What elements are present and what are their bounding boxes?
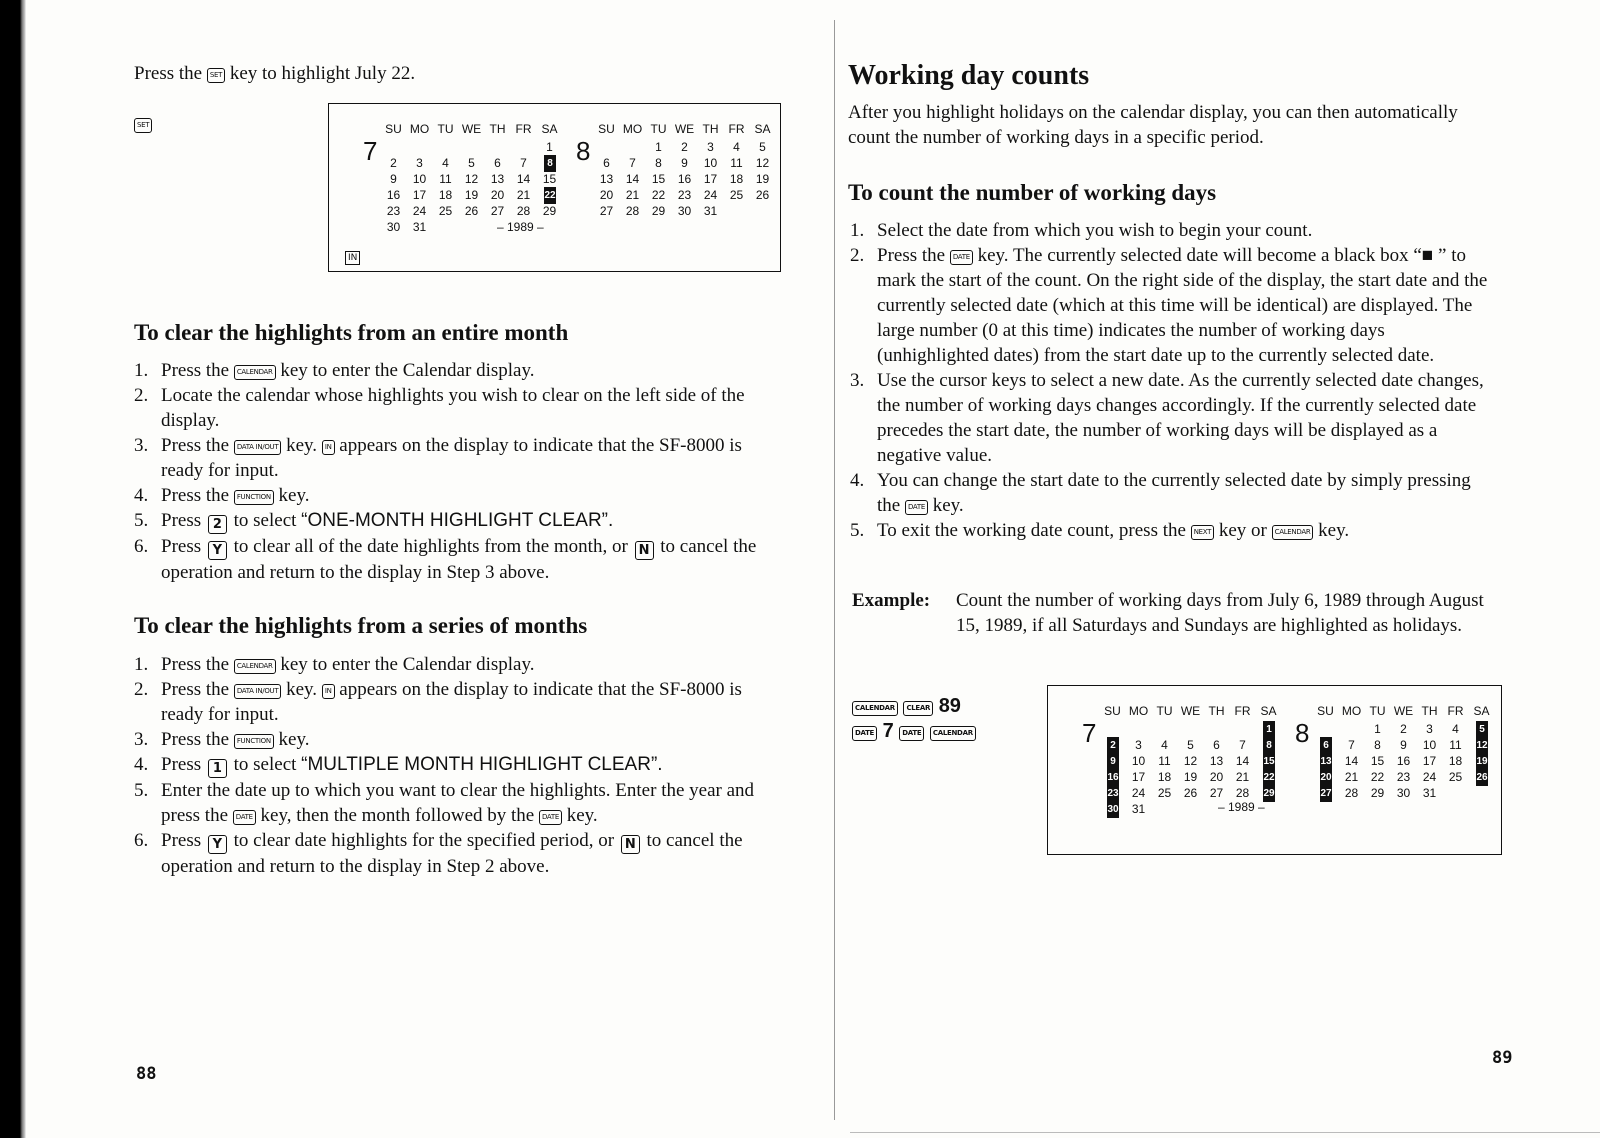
step-item [134, 358, 784, 383]
calendar-date: 30 [386, 220, 401, 234]
weekday-header: WE [1393, 704, 1414, 718]
weekday-header: SA [1473, 704, 1490, 718]
highlighted-date: 29 [1263, 785, 1275, 802]
step-item [850, 218, 1498, 243]
calendar-date: 30 [1396, 786, 1411, 800]
calendar-date: 6 [1213, 738, 1220, 752]
calendar-date: 17 [703, 172, 718, 186]
calendar-date: 4 [1161, 738, 1168, 752]
calendar-date: 1 [1374, 722, 1381, 736]
page-gutter [834, 20, 835, 1120]
calendar-date: 28 [1235, 786, 1250, 800]
step-text: Press the [161, 435, 234, 456]
highlighted-date: 9 [1107, 753, 1119, 770]
weekday-header: MO [1341, 704, 1362, 718]
calendar-date: 31 [412, 220, 427, 234]
step-item [134, 652, 784, 677]
section-title-count: To count the number of working days [848, 180, 1217, 205]
calendar-date: 24 [703, 188, 718, 202]
calendar-date: 3 [416, 156, 423, 170]
calendar-date: 14 [516, 172, 531, 186]
step-item [134, 483, 784, 508]
data-in-out-key-icon: DATA IN/OUT [234, 440, 282, 455]
month-number: 7 [1082, 718, 1097, 748]
calendar-date: 5 [759, 140, 766, 154]
weekday-header: SU [385, 122, 402, 136]
step-item [134, 534, 784, 585]
step-number: 5. [134, 780, 149, 801]
year-label: – 1989 – [497, 220, 544, 234]
calendar-date: 21 [1344, 770, 1359, 784]
highlighted-date: 1 [1263, 721, 1275, 738]
calendar-date: 13 [599, 172, 614, 186]
calendar-date: 22 [651, 188, 666, 202]
calendar-date: 24 [412, 204, 427, 218]
weekday-header: WE [674, 122, 695, 136]
highlighted-date: 26 [1476, 769, 1488, 786]
step-item [134, 677, 784, 727]
next-key-icon: NEXT [1191, 525, 1214, 540]
calendar-date: 27 [1209, 786, 1224, 800]
example-label: Example: [852, 590, 931, 611]
menu-option-text: “ONE-MONTH HIGHLIGHT CLEAR”. [301, 510, 614, 531]
month-number: 8 [1295, 718, 1310, 748]
calendar-date: 28 [625, 204, 640, 218]
calendar-date: 16 [386, 188, 401, 202]
calendar-date: 14 [1235, 754, 1250, 768]
date-key-icon: DATE [539, 810, 562, 825]
menu-option-text: “MULTIPLE MONTH HIGHLIGHT CLEAR”. [301, 754, 663, 775]
calendar-date: 10 [412, 172, 427, 186]
page-title: Working day counts [848, 60, 1090, 91]
step-number: 4. [850, 470, 865, 491]
left-intro: Press the SET key to highlight July 22. [134, 63, 416, 84]
page-number-right: 89 [1492, 1048, 1513, 1068]
date-key-icon: DATE [233, 810, 256, 825]
step-item [850, 368, 1498, 468]
step-item [850, 518, 1498, 543]
highlighted-date: 13 [1320, 753, 1332, 770]
calendar-date: 4 [733, 140, 740, 154]
step-text: appears on the display to indicate that the SF-8000 is ready for input. [161, 679, 742, 725]
calendar-date: 18 [438, 188, 453, 202]
calendar-date: 23 [1396, 770, 1411, 784]
set-key-icon: SET [134, 118, 152, 133]
highlighted-date: 30 [1107, 801, 1119, 818]
calendar-date: 12 [464, 172, 479, 186]
highlighted-date: 12 [1476, 737, 1488, 754]
weekday-header: WE [461, 122, 482, 136]
calendar-date: 17 [1131, 770, 1146, 784]
calendar-date: 7 [520, 156, 527, 170]
calendar-date: 20 [1209, 770, 1224, 784]
step-text: Locate the calendar whose highlights you wish to clear on the left side of the display. [161, 385, 745, 431]
y-key-icon: Y [208, 835, 227, 854]
calendar-date: 17 [412, 188, 427, 202]
calendar-date: 28 [516, 204, 531, 218]
steps-series-months [134, 652, 784, 879]
step-text: key or [1214, 520, 1272, 541]
calendar-date: 25 [729, 188, 744, 202]
calendar-key-icon: CALENDAR [1272, 525, 1314, 540]
highlighted-date: 8 [1263, 737, 1275, 754]
calendar-date: 18 [1157, 770, 1172, 784]
calendar-date: 2 [681, 140, 688, 154]
date-key-icon: DATE [950, 250, 973, 265]
step-number: 1. [134, 654, 149, 675]
step-text: key to enter the Calendar display. [275, 360, 535, 381]
calendar-key-icon: CALENDAR [234, 659, 276, 674]
step-number: 1. [134, 360, 149, 381]
weekday-header: MO [622, 122, 643, 136]
2-key-icon: 2 [208, 515, 227, 534]
step-text: key. [273, 485, 310, 506]
calendar-key-icon: CALENDAR [852, 701, 898, 716]
highlighted-date: 19 [1476, 753, 1488, 770]
step-item [850, 468, 1498, 518]
function-key-icon: FUNCTION [234, 490, 274, 505]
step-number: 3. [134, 729, 149, 750]
calendar-date: 29 [1370, 786, 1385, 800]
calendar-date: 7 [629, 156, 636, 170]
calendar-date: 15 [542, 172, 557, 186]
step-number: 6. [134, 830, 149, 851]
calendar-date: 31 [1422, 786, 1437, 800]
intro-paragraph: After you highlight holidays on the calendar display, you can then automatically count the number of working days in a specific period. [848, 102, 1458, 148]
weekday-header: TU [1369, 704, 1386, 718]
calendar-date: 30 [677, 204, 692, 218]
step-text: Press the [161, 654, 234, 675]
input-indicator: IN [345, 251, 360, 265]
calendar-date: 25 [1157, 786, 1172, 800]
step-text: key. [281, 679, 322, 700]
step-text: key. The currently selected date will become a black box “■ ” to mark the start of the count. On the right side of the display, the start date and the currently selected date (which at this time will be identical) are displayed. The large number (0 at this time) indicates the number of working days (unhighlighted dates) from the start date up to the currently selected date. [877, 245, 1488, 366]
step-text: Select the date from which you wish to begin your count. [877, 220, 1313, 241]
step-text: to select [228, 754, 302, 775]
step-text: Press [161, 510, 206, 531]
section-title-series-months: To clear the highlights from a series of months [134, 613, 588, 638]
step-item [134, 383, 784, 433]
clear-key-icon: CLEAR [903, 701, 933, 716]
calendar-date: 21 [625, 188, 640, 202]
steps-entire-month [134, 358, 784, 585]
n-key-icon: N [621, 835, 640, 854]
step-number: 4. [134, 485, 149, 506]
step-number: 3. [134, 435, 149, 456]
in-key-icon: IN [322, 440, 335, 455]
step-text: Press the [161, 485, 234, 506]
side-key-set [134, 116, 152, 134]
calendar-date: 21 [1235, 770, 1250, 784]
year-input: 89 [938, 695, 961, 717]
calendar-date: 20 [599, 188, 614, 202]
highlighted-date: 22 [544, 187, 556, 204]
example-text: Count the number of working days from July 6, 1989 through August 15, 1989, if all Saturdays and Sundays are highlighted as holidays. [956, 590, 1484, 636]
highlighted-date: 8 [544, 155, 556, 172]
highlighted-date: 2 [1107, 737, 1119, 754]
calendar-date: 13 [490, 172, 505, 186]
set-key-icon: SET [207, 68, 225, 83]
step-number: 2. [850, 245, 865, 266]
calendar-date: 7 [1239, 738, 1246, 752]
calendar-date: 26 [464, 204, 479, 218]
calendar-date: 31 [1131, 802, 1146, 816]
page-number-left: 88 [136, 1064, 157, 1084]
in-key-icon: IN [322, 684, 335, 699]
step-text: to clear date highlights for the specified period, or [228, 830, 619, 851]
weekday-header: MO [409, 122, 430, 136]
calendar-date: 10 [703, 156, 718, 170]
calendar-date: 11 [439, 172, 452, 186]
step-text: key, then the month followed by the [255, 805, 539, 826]
highlighted-date: 5 [1476, 721, 1488, 738]
calendar-date: 10 [1422, 738, 1437, 752]
year-label: – 1989 – [1218, 800, 1265, 814]
calendar-date: 6 [494, 156, 501, 170]
calendar-date: 7 [1348, 738, 1355, 752]
calendar-date: 3 [707, 140, 714, 154]
highlighted-date: 20 [1320, 769, 1332, 786]
month-input: 7 [882, 720, 894, 742]
y-key-icon: Y [208, 541, 227, 560]
section-title-entire-month: To clear the highlights from an entire month [134, 320, 569, 345]
calendar-date: 27 [599, 204, 614, 218]
weekday-header: WE [1180, 704, 1201, 718]
weekday-header: TH [702, 122, 719, 136]
weekday-header: TU [437, 122, 454, 136]
date-key-icon: DATE [905, 500, 928, 515]
highlighted-date: 16 [1107, 769, 1119, 786]
weekday-header: FR [728, 122, 745, 136]
step-item [850, 243, 1498, 368]
calendar-date: 23 [677, 188, 692, 202]
calendar-date: 26 [1183, 786, 1198, 800]
step-text: Press [161, 830, 206, 851]
step-text: key to enter the Calendar display. [275, 654, 535, 675]
calendar-date: 5 [468, 156, 475, 170]
calendar-date: 11 [1158, 754, 1171, 768]
calendar-date: 31 [703, 204, 718, 218]
weekday-header: FR [515, 122, 532, 136]
weekday-header: SU [598, 122, 615, 136]
step-text: key. [927, 495, 964, 516]
highlighted-date: 15 [1263, 753, 1275, 770]
calendar-date: 8 [655, 156, 662, 170]
calendar-date: 15 [1370, 754, 1385, 768]
highlighted-date: 6 [1320, 737, 1332, 754]
step-item [134, 508, 784, 534]
step-number: 2. [134, 385, 149, 406]
calendar-date: 18 [1448, 754, 1463, 768]
calendar-date: 14 [625, 172, 640, 186]
step-number: 4. [134, 754, 149, 775]
weekday-header: MO [1128, 704, 1149, 718]
step-number: 6. [134, 536, 149, 557]
step-text: Press [161, 754, 206, 775]
highlighted-date: 22 [1263, 769, 1275, 786]
weekday-header: SU [1317, 704, 1334, 718]
step-text: to clear all of the date highlights from the month, or [228, 536, 633, 557]
weekday-header: TU [650, 122, 667, 136]
calendar-date: 11 [1449, 738, 1462, 752]
month-number: 8 [576, 136, 591, 166]
step-text: key. [561, 805, 598, 826]
weekday-header: SA [541, 122, 558, 136]
data-in-out-key-icon: DATA IN/OUT [234, 684, 282, 699]
n-key-icon: N [635, 541, 654, 560]
weekday-header: TH [489, 122, 506, 136]
calendar-key-icon: CALENDAR [234, 365, 276, 380]
calendar-display-working-days [1047, 685, 1502, 855]
step-item [134, 828, 784, 879]
calendar-date: 29 [542, 204, 557, 218]
step-number: 5. [134, 510, 149, 531]
function-key-icon: FUNCTION [234, 734, 274, 749]
calendar-date: 5 [1187, 738, 1194, 752]
step-item [134, 778, 784, 828]
calendar-date: 18 [729, 172, 744, 186]
calendar-date: 29 [651, 204, 666, 218]
calendar-date: 24 [1131, 786, 1146, 800]
calendar-date: 3 [1426, 722, 1433, 736]
weekday-header: SU [1104, 704, 1121, 718]
step-text: Enter the date up to which you want to clear the highlights. Enter the year and press the [161, 780, 755, 826]
calendar-date: 3 [1135, 738, 1142, 752]
calendar-date: 16 [1396, 754, 1411, 768]
calendar-date: 19 [464, 188, 479, 202]
step-text: Press the [161, 729, 234, 750]
step-text: Press the [877, 245, 950, 266]
step-text: Press the [161, 679, 234, 700]
step-text: Press [161, 536, 206, 557]
weekday-header: TH [1421, 704, 1438, 718]
calendar-date: 13 [1209, 754, 1224, 768]
calendar-date: 20 [490, 188, 505, 202]
page-bottom-edge [850, 1132, 1600, 1133]
calendar-date: 2 [390, 156, 397, 170]
calendar-date: 10 [1131, 754, 1146, 768]
weekday-header: SA [754, 122, 771, 136]
1-key-icon: 1 [208, 759, 227, 778]
step-text: key. [273, 729, 310, 750]
calendar-date: 28 [1344, 786, 1359, 800]
steps-working-days [850, 218, 1498, 543]
calendar-date: 14 [1344, 754, 1359, 768]
calendar-date: 9 [390, 172, 397, 186]
calendar-date: 4 [442, 156, 449, 170]
weekday-header: TH [1208, 704, 1225, 718]
step-number: 5. [850, 520, 865, 541]
step-text: key. [1313, 520, 1350, 541]
calendar-date: 12 [755, 156, 770, 170]
key-sequence-row-1 [852, 695, 961, 718]
book-spine-shadow [0, 0, 26, 1138]
calendar-date: 12 [1183, 754, 1198, 768]
calendar-date: 24 [1422, 770, 1437, 784]
step-item [134, 433, 784, 483]
calendar-date: 25 [438, 204, 453, 218]
step-text: You can change the start date to the currently selected date by simply pressing the [877, 470, 1471, 516]
calendar-date: 1 [546, 140, 553, 154]
weekday-header: FR [1234, 704, 1251, 718]
calendar-date: 19 [755, 172, 770, 186]
calendar-date: 2 [1400, 722, 1407, 736]
highlighted-date: 27 [1320, 785, 1332, 802]
calendar-date: 25 [1448, 770, 1463, 784]
weekday-header: TU [1156, 704, 1173, 718]
calendar-date: 11 [730, 156, 743, 170]
calendar-date: 16 [677, 172, 692, 186]
step-number: 2. [134, 679, 149, 700]
calendar-date: 19 [1183, 770, 1198, 784]
calendar-date: 6 [603, 156, 610, 170]
calendar-display-july-august [328, 103, 781, 272]
calendar-date: 9 [1400, 738, 1407, 752]
weekday-header: SA [1260, 704, 1277, 718]
month-number: 7 [363, 136, 378, 166]
step-text: to cancel the operation and return to the display in Step 3 above. [161, 536, 757, 583]
calendar-date: 22 [1370, 770, 1385, 784]
step-text: to select [228, 510, 302, 531]
step-text: appears on the display to indicate that the SF-8000 is ready for input. [161, 435, 742, 481]
calendar-date: 4 [1452, 722, 1459, 736]
calendar-date: 17 [1422, 754, 1437, 768]
step-text: Press the [161, 360, 234, 381]
calendar-date: 1 [655, 140, 662, 154]
calendar-date: 9 [681, 156, 688, 170]
key-sequence-row-2 [852, 720, 976, 743]
step-number: 3. [850, 370, 865, 391]
highlighted-date: 23 [1107, 785, 1119, 802]
step-number: 1. [850, 220, 865, 241]
step-text: to cancel the operation and return to the display in Step 2 above. [161, 830, 743, 877]
step-item [134, 727, 784, 752]
calendar-date: 8 [1374, 738, 1381, 752]
date-key-icon: DATE [899, 726, 924, 741]
calendar-date: 15 [651, 172, 666, 186]
step-item [134, 752, 784, 778]
calendar-date: 21 [516, 188, 531, 202]
calendar-date: 23 [386, 204, 401, 218]
calendar-date: 26 [755, 188, 770, 202]
weekday-header: FR [1447, 704, 1464, 718]
step-text: To exit the working date count, press the [877, 520, 1191, 541]
date-key-icon: DATE [852, 726, 877, 741]
step-text: Use the cursor keys to select a new date. As the currently selected date changes, the number of working days changes accordingly. If the currently selected date precedes the start date, the number of working days will be displayed as a negative value. [877, 370, 1484, 466]
step-text: key. [281, 435, 322, 456]
calendar-key-icon: CALENDAR [930, 726, 976, 741]
calendar-date: 27 [490, 204, 505, 218]
